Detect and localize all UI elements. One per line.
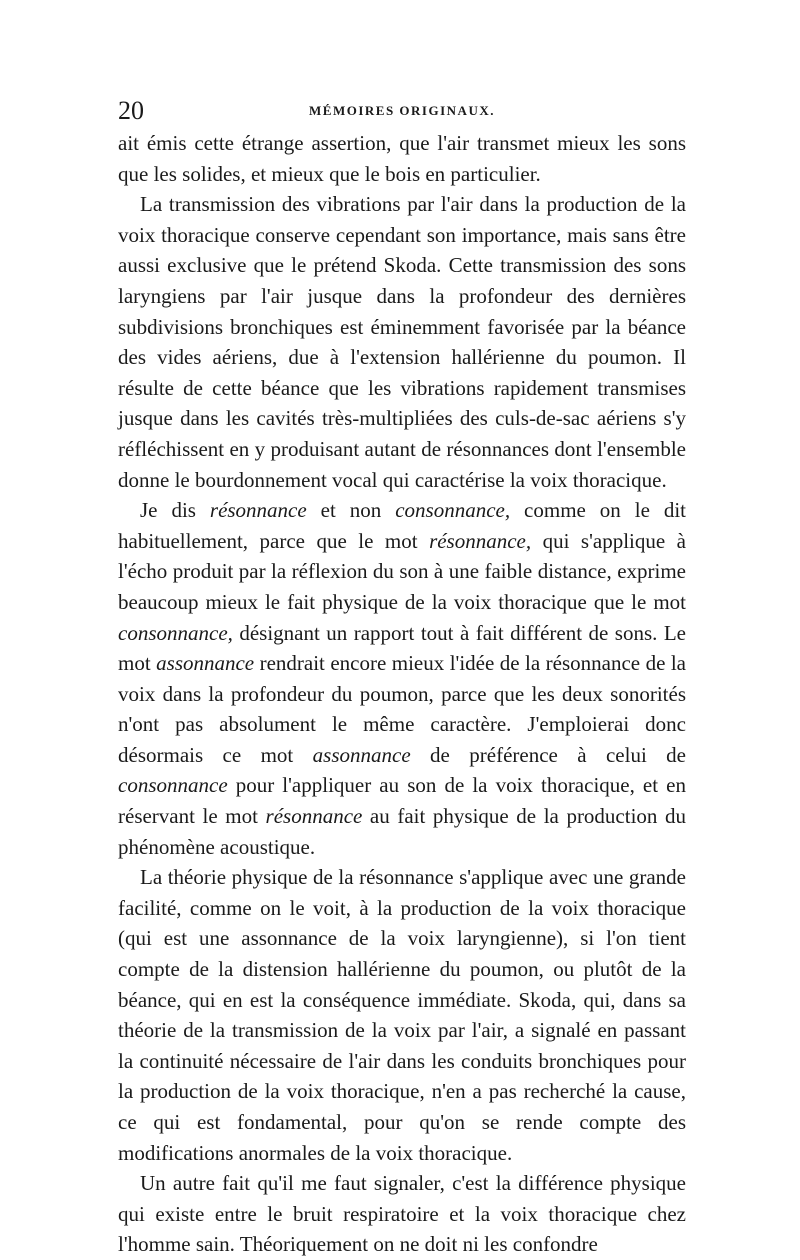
paragraph-text: rendrait encore mieux l'idée de la résonnance de la voix dans la profondeur du poumon, parce que les deux sonorités n'ont pas absolument le même caractère. J'emploierai donc désormais ce mot (118, 651, 686, 767)
italic-term: résonnance (265, 804, 363, 829)
italic-term: consonnance (118, 773, 228, 798)
paragraph-text: Un autre fait qu'il me faut signaler, c'est la différence physique qui existe entre le bruit respiratoire et la voix thoracique chez l'homme sain. Théoriquement on ne doit ni les confondre (118, 1171, 686, 1257)
paragraph-text: de préférence à celui de (410, 742, 686, 767)
paragraph-text: pour l'appliquer au son de la voix thoracique, et en réservant le mot (118, 773, 686, 829)
body-text (118, 128, 686, 1260)
italic-term: résonnance (209, 498, 307, 523)
paragraph (118, 128, 686, 189)
paragraph-text: Je dis (140, 498, 210, 523)
page-number: 20 (118, 96, 144, 125)
paragraph-text: qui s'applique à l'écho produit par la réflexion du son à une faible distance, exprime beaucoup mieux le fait physique de la voix thoracique que le mot (118, 528, 686, 614)
page-header (118, 96, 686, 126)
italic-term: consonnance, (395, 498, 511, 523)
paragraph (118, 862, 686, 1168)
paragraph-text: ait émis cette étrange assertion, que l'air transmet mieux les sons que les solides, et mieux que le bois en particulier. (118, 131, 686, 186)
italic-term: consonnance, (118, 620, 233, 645)
paragraph (118, 189, 686, 495)
paragraph (118, 1168, 686, 1260)
paragraph (118, 495, 686, 862)
paragraph-text: désignant un rapport tout à fait différent de sons. Le mot (118, 620, 686, 676)
paragraph-text: comme on le dit habituellement, parce que le mot (118, 498, 687, 553)
paragraph-text: La théorie physique de la résonnance s'applique avec une grande facilité, comme on le voit, à la production de la voix thoracique (qui est une assonnance de la voix laryngienne), si l'on tient compte de la distension hallérienne du poumon, ou plutôt de la béance, qui en est la conséquence immédiate. Skoda, qui, dans sa théorie de la transmission de la voix par l'air, a signalé en passant la continuité nécessaire de l'air dans les conduits bronchiques pour la production de la voix thoracique, n'en a pas recherché la cause, ce qui est fondamental, pour qu'on se rende compte des modifications anormales de la voix thoracique. (118, 865, 686, 1165)
paragraph-text: au fait physique de la production du phénomène acoustique. (118, 804, 687, 859)
running-head: MÉMOIRES ORIGINAUX. (309, 103, 495, 118)
italic-term: assonnance (156, 651, 255, 676)
italic-term: assonnance (312, 742, 411, 767)
paragraph-text: La transmission des vibrations par l'air dans la production de la voix thoracique conserve cependant son importance, mais sans être aussi exclusive que le prétend Skoda. Cette transmission des sons laryngiens par l'air jusque dans la profondeur des dernières subdivisions bronchiques est éminemment favorisée par la béance des vides aériens, due à l'extension hallérienne du poumon. Il résulte de cette béance que les vibrations rapidement transmises jusque dans les cavités très-multipliées des culs-de-sac aériens s'y réfléchissent en y produisant autant de résonnances dont l'ensemble donne le bourdonnement vocal qui caractérise la voix thoracique. (118, 192, 686, 492)
paragraph-text: et non (306, 498, 396, 523)
italic-term: résonnance, (429, 528, 532, 553)
